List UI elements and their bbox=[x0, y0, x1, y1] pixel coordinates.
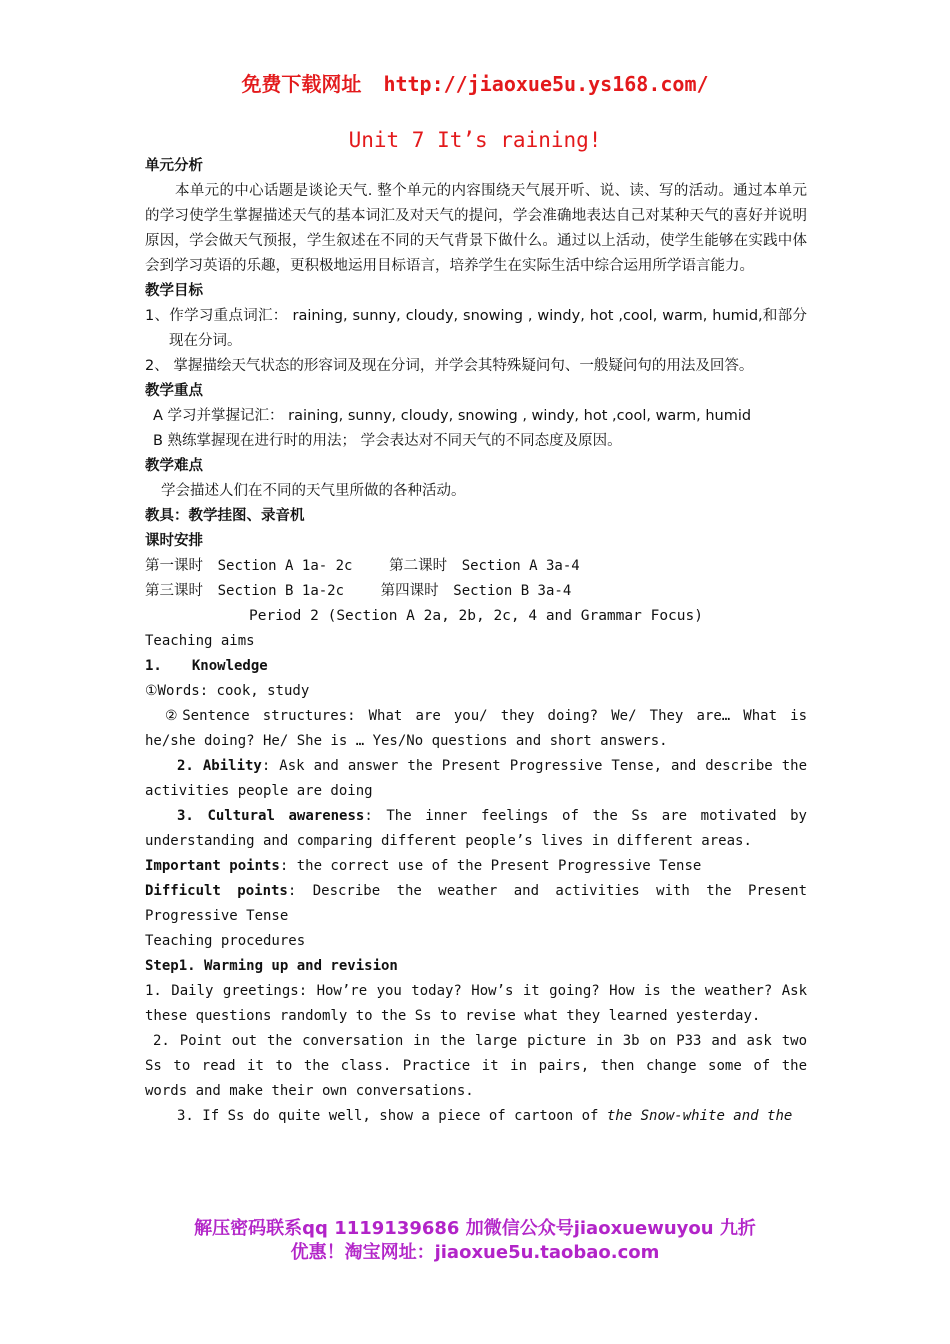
ability-line bbox=[145, 754, 807, 804]
difficulty-heading: 教学难点 bbox=[145, 458, 203, 474]
schedule-cell: Section A 3a-4 bbox=[461, 558, 580, 574]
analysis-text: 本单元的中心话题是谈论天气. 整个单元的内容围绕天气展开听、说、读、写的活动。通过本单元的学习使学生掌握描述天气的基本词汇及对天气的提问，学会准确地表达自己对某种天气的喜好并说明原因，学会做天气预报，学生叙述在不同的天气背景下做什么。通过以上活动，使学生能够在实践中体会到学习英语的乐趣，更积极地运用目标语言，培养学生在实际生活中综合运用所学语言能力。 bbox=[145, 183, 807, 274]
key-points-heading: 教学重点 bbox=[145, 383, 203, 399]
goal-item: 2、 掌握描绘天气状态的形容词及现在分词，并学会其特殊疑问句、一般疑问句的用法及回答。 bbox=[145, 358, 754, 374]
footer-line-1: 解压密码联系qq 1119139686 加微信公众号jiaoxuewuyou 九折 bbox=[194, 1218, 756, 1239]
header-url[interactable]: http://jiaoxue5u.ys168.com/ bbox=[383, 72, 709, 96]
goal-item: 1、作学习重点词汇： raining, sunny, cloudy, snowing , windy, hot ,cool, warm, humid,和部分现在分词。 bbox=[145, 308, 807, 349]
page-title: Unit 7 It’s raining! bbox=[348, 128, 602, 152]
ability-text: : Ask and answer the Present Progressive Tense, and describe the activities people are doing bbox=[145, 758, 807, 799]
schedule-cell: Section A 1a- 2c bbox=[217, 558, 353, 574]
promo-footer bbox=[0, 1217, 950, 1265]
important-label: Important points bbox=[145, 858, 280, 874]
schedule-cell: 第一课时 bbox=[145, 558, 203, 574]
schedule-cell: Section B 1a-2c bbox=[217, 583, 345, 599]
difficult-line bbox=[145, 879, 807, 929]
procedure-item-3-text: 3. If Ss do quite well, show a piece of cartoon of bbox=[177, 1108, 607, 1124]
sentences-line: ②Sentence structures: What are you/ they doing? We/ They are… What is he/she doing? He/ She is … Yes/No questions and short answers. bbox=[145, 708, 807, 749]
difficult-label: Difficult points bbox=[145, 883, 288, 899]
header-label: 免费下载网址 bbox=[241, 72, 362, 96]
schedule-cell: 第三课时 bbox=[145, 583, 203, 599]
key-point-item: A 学习并掌握记汇： raining, sunny, cloudy, snowing , windy, hot ,cool, warm, humid bbox=[153, 408, 752, 424]
words-line: ①Words: cook, study bbox=[145, 683, 310, 699]
important-line bbox=[145, 854, 807, 879]
difficult-text: : Describe the weather and activities with the Present Progressive Tense bbox=[145, 883, 807, 924]
analysis-heading: 单元分析 bbox=[145, 158, 203, 174]
schedule-cell: Section B 3a-4 bbox=[453, 583, 572, 599]
download-header bbox=[0, 68, 950, 97]
procedure-item-3 bbox=[145, 1104, 807, 1129]
step1-heading: Step1. Warming up and revision bbox=[145, 958, 398, 974]
schedule-heading: 课时安排 bbox=[145, 533, 203, 549]
procedure-item: 1. Daily greetings: How’re you today? How’s it going? How is the weather? Ask these questions randomly to the Ss to revise what they learned yesterday. bbox=[145, 983, 807, 1024]
important-text: : the correct use of the Present Progressive Tense bbox=[279, 858, 702, 874]
cultural-label: 3. Cultural awareness bbox=[177, 808, 365, 824]
key-point-item: B 熟练掌握现在进行时的用法； 学会表达对不同天气的不同态度及原因。 bbox=[153, 433, 622, 449]
schedule-row bbox=[145, 579, 807, 604]
aims-heading: Teaching aims bbox=[145, 633, 255, 649]
cultural-text: : The inner feelings of the Ss are motivated by understanding and comparing different people’s lives in different areas. bbox=[145, 808, 807, 849]
procedures-heading: Teaching procedures bbox=[145, 933, 306, 949]
knowledge-label: Knowledge bbox=[191, 658, 268, 674]
schedule-cell: 第四课时 bbox=[380, 583, 439, 599]
ability-label: 2. Ability bbox=[177, 758, 262, 774]
tools-line: 教具：教学挂图、录音机 bbox=[145, 508, 305, 524]
document-body bbox=[145, 154, 807, 1129]
schedule-cell: 第二课时 bbox=[389, 558, 448, 574]
footer-line-2: 优惠！淘宝网址：jiaoxue5u.taobao.com bbox=[290, 1242, 660, 1263]
cultural-line bbox=[145, 804, 807, 854]
knowledge-line bbox=[145, 654, 807, 679]
procedure-item-3-italic: the Snow-white and the bbox=[606, 1108, 793, 1124]
difficulty-text: 学会描述人们在不同的天气里所做的各种活动。 bbox=[161, 483, 466, 499]
schedule-row bbox=[145, 554, 807, 579]
procedure-item: 2. Point out the conversation in the large picture in 3b on P33 and ask two Ss to read it to the class. Practice it in pairs, then change some of the words and make their own conversations. bbox=[145, 1033, 807, 1099]
goals-heading: 教学目标 bbox=[145, 283, 203, 299]
knowledge-number: 1. bbox=[145, 658, 162, 674]
period-title: Period 2 (Section A 2a, 2b, 2c, 4 and Grammar Focus) bbox=[249, 608, 703, 624]
